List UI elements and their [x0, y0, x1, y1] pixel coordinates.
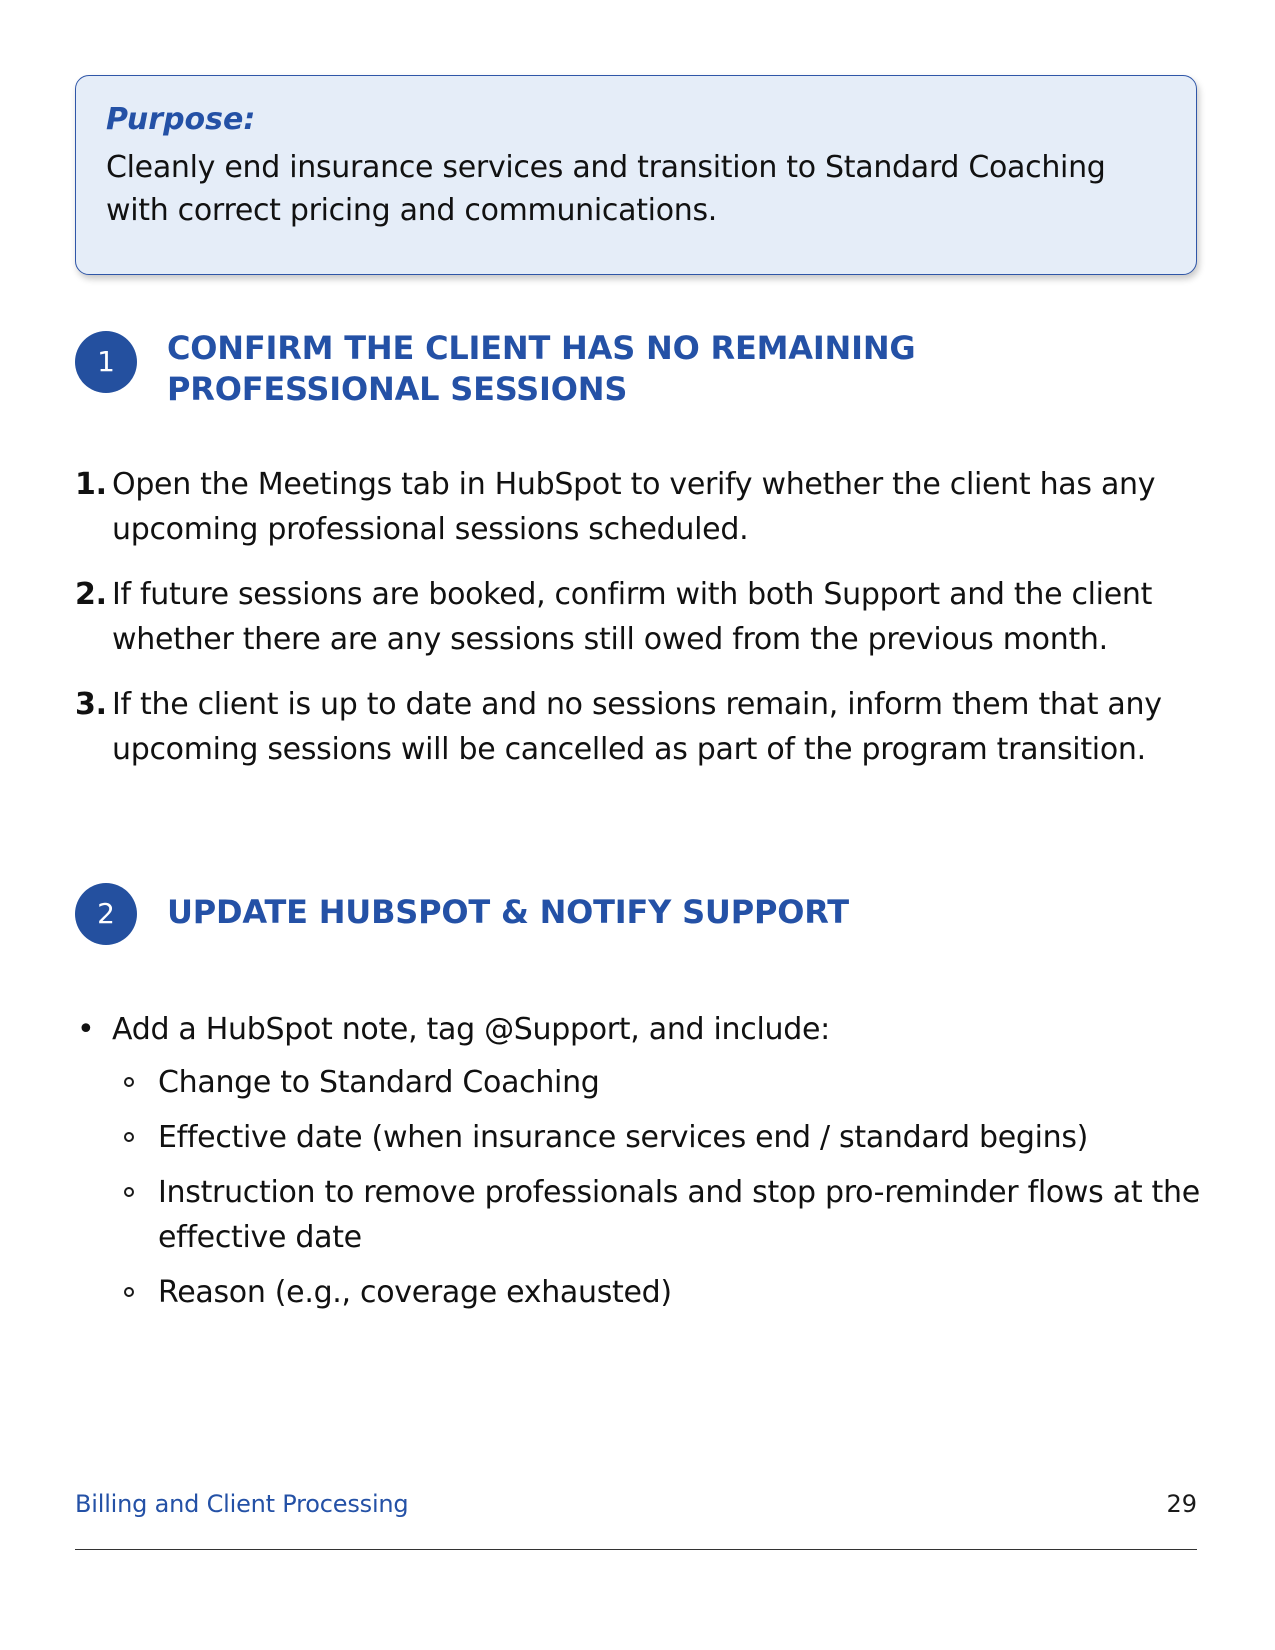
bullet-icon: • [77, 1012, 95, 1047]
step-2-badge: 2 [75, 883, 137, 945]
list-item-text: If the client is up to date and no sessions remain, inform them that any upcoming sessions will be cancelled as part of the program transition. [112, 687, 1162, 767]
footer-section-title: Billing and Client Processing [75, 1490, 409, 1518]
purpose-label: Purpose: [106, 102, 256, 137]
section-1-steps [75, 462, 1205, 792]
section-1-heading [75, 330, 1197, 420]
section-1-title-line-2: PROFESSIONAL SESSIONS [167, 370, 628, 408]
section-2-heading [75, 882, 1197, 946]
sub-list-item [112, 1115, 1205, 1160]
list-item [75, 572, 1205, 662]
section-2-list [75, 1007, 1205, 1325]
hollow-bullet-icon [124, 1287, 134, 1297]
list-item [75, 682, 1205, 772]
footer-divider [75, 1549, 1197, 1550]
list-number: 1. [75, 467, 107, 502]
list-item-text: If future sessions are booked, confirm with both Support and the client whether there are any sessions still owed from the previous month. [112, 577, 1153, 657]
sub-list [112, 1060, 1205, 1315]
hollow-bullet-icon [124, 1187, 134, 1197]
list-item [75, 1007, 1205, 1315]
sub-list-item-text: Instruction to remove professionals and stop pro-reminder flows at the effective date [158, 1175, 1200, 1255]
purpose-callout [75, 75, 1197, 275]
purpose-text: Cleanly end insurance services and transition to Standard Coaching with correct pricing and communications. [106, 150, 1106, 228]
hollow-bullet-icon [124, 1132, 134, 1142]
list-item-text: Add a HubSpot note, tag @Support, and include: [112, 1012, 830, 1047]
section-1-title-line-1: CONFIRM THE CLIENT HAS NO REMAINING [167, 329, 916, 367]
sub-list-item-text: Change to Standard Coaching [158, 1065, 600, 1100]
page-number: 29 [1166, 1490, 1197, 1518]
section-2-title: UPDATE HUBSPOT & NOTIFY SUPPORT [167, 893, 849, 931]
list-number: 2. [75, 577, 107, 612]
list-item [75, 462, 1205, 552]
step-1-badge: 1 [75, 331, 137, 393]
sub-list-item [112, 1270, 1205, 1315]
sub-list-item-text: Reason (e.g., coverage exhausted) [158, 1275, 672, 1310]
list-number: 3. [75, 687, 107, 722]
sub-list-item-text: Effective date (when insurance services end / standard begins) [158, 1120, 1089, 1155]
sub-list-item [112, 1060, 1205, 1105]
section-1-title [167, 328, 915, 410]
sub-list-item [112, 1170, 1205, 1260]
hollow-bullet-icon [124, 1077, 134, 1087]
list-item-text: Open the Meetings tab in HubSpot to verify whether the client has any upcoming professional sessions scheduled. [112, 467, 1156, 547]
